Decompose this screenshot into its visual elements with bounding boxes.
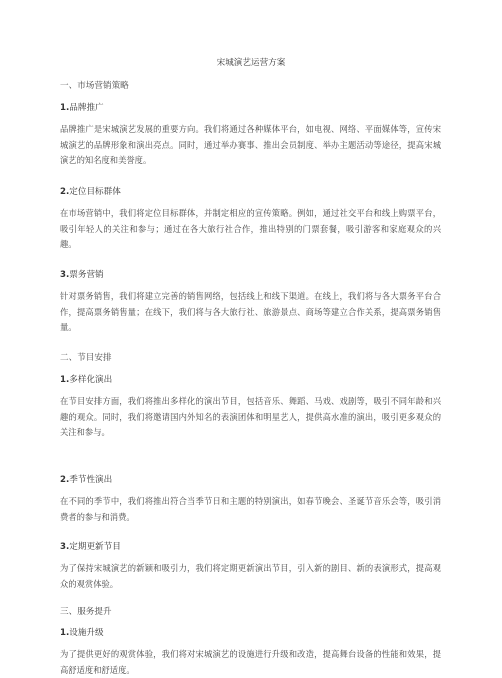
- subheading-target-audience: [60, 186, 121, 198]
- paragraph-ticket-marketing: 针对票务销售，我们将建立完善的销售网络，包括线上和线下渠道。在线上，我们将与各大票务平台合作，提高票务销售量；在线下，我们将与各大旅行社、旅游景点、商场等建立合作关系，提高票务销售量。: [60, 291, 441, 332]
- subheading-label: 定位目标群体: [69, 187, 121, 197]
- subheading-label: 季节性演出: [69, 475, 113, 485]
- subheading-label: 多样化演出: [69, 375, 113, 385]
- subheading-number: 1.: [60, 628, 70, 638]
- section-heading-programs: 二、节目安排: [60, 353, 112, 363]
- subheading-number: 1.: [60, 103, 70, 113]
- paragraph-target-audience: 在市场营销中，我们将定位目标群体，并制定相应的宣传策略。例如，通过社交平台和线上购票平台，吸引年轻人的关注和参与；通过在各大旅行社合作，推出特别的门票套餐，吸引游客和家庭观众的兴趣。: [60, 208, 441, 249]
- section-heading-service: 三、服务提升: [60, 607, 112, 617]
- paragraph-seasonal-shows: 在不同的季节中，我们将推出符合当季节日和主题的特别演出，如春节晚会、圣诞节音乐会等，吸引消费者的参与和消费。: [60, 496, 441, 522]
- paragraph-program-updates: 为了保持宋城演艺的新颖和吸引力，我们将定期更新演出节目，引入新的剧目、新的表演形式，提高观众的观赏体验。: [60, 563, 441, 589]
- subheading-ticket-marketing: [60, 269, 104, 281]
- subheading-seasonal-shows: [60, 474, 112, 486]
- paragraph-facility-upgrade: 为了提供更好的观赏体验，我们将对宋城演艺的设施进行升级和改造，提高舞台设备的性能和效果，提高舒适度和舒适度。: [60, 649, 441, 675]
- subheading-label: 品牌推广: [69, 103, 104, 113]
- subheading-program-updates: [60, 541, 121, 553]
- subheading-number: 3.: [60, 542, 70, 552]
- paragraph-brand-promotion: 品牌推广是宋城演艺发展的重要方向。我们将通过各种媒体平台，如电视、网络、平面媒体等，宣传宋城演艺的品牌形象和演出亮点。同时，通过举办赛事、推出会员制度、举办主题活动等途径，提高宋城演艺的知名度和美誉度。: [60, 124, 441, 165]
- subheading-number: 1.: [60, 375, 70, 385]
- subheading-label: 票务营销: [69, 270, 104, 280]
- subheading-number: 3.: [60, 270, 70, 280]
- document-title: 宋城演艺运营方案: [216, 58, 286, 68]
- subheading-diverse-shows: [60, 374, 112, 386]
- subheading-label: 定期更新节目: [69, 542, 121, 552]
- subheading-number: 2.: [60, 187, 70, 197]
- subheading-number: 2.: [60, 475, 70, 485]
- subheading-brand-promotion: [60, 102, 104, 114]
- subheading-label: 设施升级: [69, 628, 104, 638]
- paragraph-diverse-shows: 在节目安排方面，我们将推出多样化的演出节目，包括音乐、舞蹈、马戏、戏剧等，吸引不同年龄和兴趣的观众。同时，我们将邀请国内外知名的表演团体和明星艺人，提供高水准的演出，吸引更多观众的关注和参与。: [60, 396, 441, 437]
- section-heading-marketing: 一、市场营销策略: [60, 81, 129, 91]
- subheading-facility-upgrade: [60, 627, 104, 639]
